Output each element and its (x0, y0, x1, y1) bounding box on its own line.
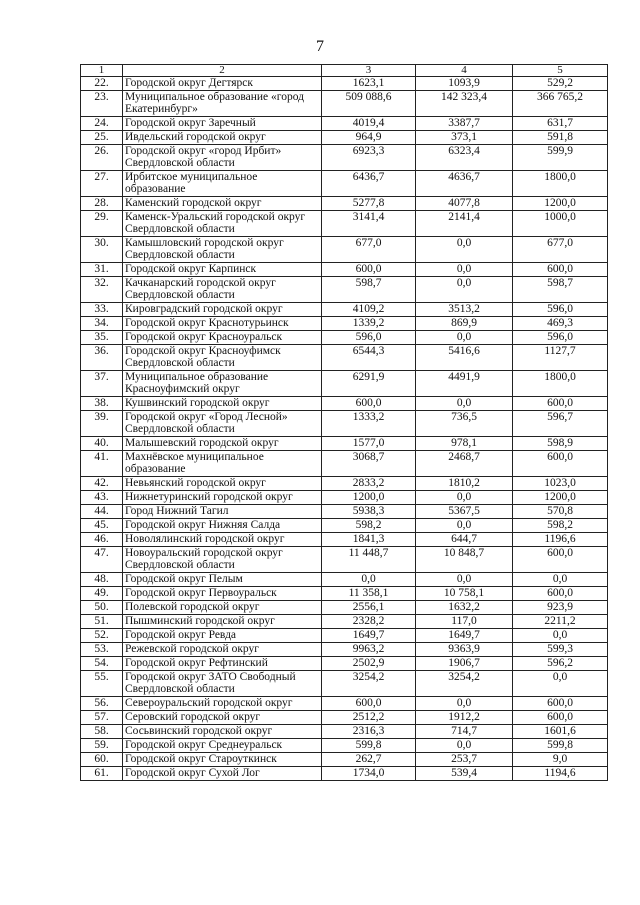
value-col5: 599,9 (513, 145, 608, 171)
value-col4: 644,7 (416, 533, 513, 547)
municipality-name: Кушвинский городской округ (123, 397, 322, 411)
municipality-name: Городской округ Краснотурьинск (123, 317, 322, 331)
table-row (81, 197, 608, 211)
value-col4: 117,0 (416, 615, 513, 629)
value-col4: 0,0 (416, 491, 513, 505)
value-col5: 591,8 (513, 131, 608, 145)
value-col3: 600,0 (322, 397, 416, 411)
value-col5: 596,0 (513, 303, 608, 317)
municipality-name: Городской округ Красноуфимск Свердловской области (123, 345, 322, 371)
value-col5: 529,2 (513, 77, 608, 91)
table-row (81, 491, 608, 505)
row-number: 34. (81, 317, 123, 331)
municipality-name: Городской округ Пелым (123, 573, 322, 587)
value-col4: 4077,8 (416, 197, 513, 211)
value-col5: 596,7 (513, 411, 608, 437)
value-col4: 4491,9 (416, 371, 513, 397)
row-number: 51. (81, 615, 123, 629)
row-number: 32. (81, 277, 123, 303)
value-col4: 1093,9 (416, 77, 513, 91)
column-header: 5 (513, 65, 608, 77)
table-row (81, 533, 608, 547)
column-header: 4 (416, 65, 513, 77)
table-row (81, 711, 608, 725)
value-col3: 2512,2 (322, 711, 416, 725)
municipality-name: Ирбитское муниципальное образование (123, 171, 322, 197)
row-number: 33. (81, 303, 123, 317)
table-row (81, 725, 608, 739)
municipality-name: Североуральский городской округ (123, 697, 322, 711)
municipality-name: Городской округ ЗАТО Свободный Свердловской области (123, 671, 322, 697)
value-col5: 600,0 (513, 547, 608, 573)
value-col5: 599,3 (513, 643, 608, 657)
table-row (81, 211, 608, 237)
row-number: 59. (81, 739, 123, 753)
row-number: 44. (81, 505, 123, 519)
value-col5: 631,7 (513, 117, 608, 131)
value-col3: 2556,1 (322, 601, 416, 615)
value-col3: 1333,2 (322, 411, 416, 437)
value-col5: 469,3 (513, 317, 608, 331)
table-row (81, 317, 608, 331)
value-col3: 509 088,6 (322, 91, 416, 117)
table-row (81, 437, 608, 451)
value-col3: 600,0 (322, 697, 416, 711)
value-col3: 1200,0 (322, 491, 416, 505)
value-col3: 598,2 (322, 519, 416, 533)
row-number: 45. (81, 519, 123, 533)
value-col3: 9963,2 (322, 643, 416, 657)
row-number: 46. (81, 533, 123, 547)
municipality-name: Городской округ Красноуральск (123, 331, 322, 345)
table-header-row (81, 65, 608, 77)
municipality-name: Городской округ Среднеуральск (123, 739, 322, 753)
value-col4: 10 848,7 (416, 547, 513, 573)
municipality-name: Городской округ Карпинск (123, 263, 322, 277)
value-col5: 596,0 (513, 331, 608, 345)
value-col3: 3254,2 (322, 671, 416, 697)
row-number: 24. (81, 117, 123, 131)
value-col4: 9363,9 (416, 643, 513, 657)
value-col4: 0,0 (416, 237, 513, 263)
municipality-name: Каменский городской округ (123, 197, 322, 211)
table-row (81, 739, 608, 753)
value-col4: 539,4 (416, 767, 513, 781)
value-col3: 600,0 (322, 263, 416, 277)
value-col5: 9,0 (513, 753, 608, 767)
value-col5: 1194,6 (513, 767, 608, 781)
municipality-name: Городской округ Сухой Лог (123, 767, 322, 781)
value-col3: 0,0 (322, 573, 416, 587)
value-col4: 0,0 (416, 331, 513, 345)
row-number: 43. (81, 491, 123, 505)
municipality-name: Серовский городской округ (123, 711, 322, 725)
value-col4: 0,0 (416, 397, 513, 411)
value-col3: 599,8 (322, 739, 416, 753)
table-row (81, 547, 608, 573)
value-col5: 1601,6 (513, 725, 608, 739)
value-col5: 600,0 (513, 263, 608, 277)
value-col5: 1127,7 (513, 345, 608, 371)
value-col4: 373,1 (416, 131, 513, 145)
value-col4: 3254,2 (416, 671, 513, 697)
table-row (81, 587, 608, 601)
value-col4: 3387,7 (416, 117, 513, 131)
value-col5: 366 765,2 (513, 91, 608, 117)
value-col5: 1200,0 (513, 197, 608, 211)
value-col3: 1649,7 (322, 629, 416, 643)
allocation-table (80, 64, 608, 781)
table-row (81, 601, 608, 615)
row-number: 27. (81, 171, 123, 197)
municipality-name: Невьянский городской округ (123, 477, 322, 491)
value-col3: 5277,8 (322, 197, 416, 211)
row-number: 41. (81, 451, 123, 477)
value-col5: 0,0 (513, 573, 608, 587)
table-row (81, 77, 608, 91)
value-col4: 2141,4 (416, 211, 513, 237)
value-col3: 4019,4 (322, 117, 416, 131)
municipality-name: Каменск-Уральский городской округ Свердловской области (123, 211, 322, 237)
value-col5: 596,2 (513, 657, 608, 671)
municipality-name: Муниципальное образование «город Екатеринбург» (123, 91, 322, 117)
value-col3: 2316,3 (322, 725, 416, 739)
row-number: 54. (81, 657, 123, 671)
row-number: 36. (81, 345, 123, 371)
value-col5: 598,2 (513, 519, 608, 533)
table-row (81, 451, 608, 477)
value-col3: 3068,7 (322, 451, 416, 477)
value-col3: 2833,2 (322, 477, 416, 491)
row-number: 49. (81, 587, 123, 601)
table-row (81, 117, 608, 131)
row-number: 52. (81, 629, 123, 643)
table-row (81, 237, 608, 263)
value-col5: 599,8 (513, 739, 608, 753)
value-col3: 3141,4 (322, 211, 416, 237)
table-row (81, 657, 608, 671)
value-col3: 6436,7 (322, 171, 416, 197)
municipality-name: Муниципальное образование Красноуфимский округ (123, 371, 322, 397)
row-number: 40. (81, 437, 123, 451)
value-col3: 1339,2 (322, 317, 416, 331)
value-col5: 0,0 (513, 629, 608, 643)
value-col4: 1649,7 (416, 629, 513, 643)
value-col4: 4636,7 (416, 171, 513, 197)
municipality-name: Камышловский городской округ Свердловской области (123, 237, 322, 263)
value-col4: 0,0 (416, 573, 513, 587)
table-row (81, 573, 608, 587)
table-row (81, 519, 608, 533)
row-number: 26. (81, 145, 123, 171)
row-number: 29. (81, 211, 123, 237)
value-col4: 2468,7 (416, 451, 513, 477)
value-col4: 714,7 (416, 725, 513, 739)
value-col4: 1632,2 (416, 601, 513, 615)
value-col4: 0,0 (416, 697, 513, 711)
value-col4: 869,9 (416, 317, 513, 331)
row-number: 35. (81, 331, 123, 345)
value-col3: 11 358,1 (322, 587, 416, 601)
value-col3: 11 448,7 (322, 547, 416, 573)
value-col5: 1023,0 (513, 477, 608, 491)
value-col5: 923,9 (513, 601, 608, 615)
value-col3: 1623,1 (322, 77, 416, 91)
value-col5: 1000,0 (513, 211, 608, 237)
value-col5: 570,8 (513, 505, 608, 519)
value-col4: 6323,4 (416, 145, 513, 171)
row-number: 25. (81, 131, 123, 145)
value-col3: 677,0 (322, 237, 416, 263)
value-col4: 736,5 (416, 411, 513, 437)
municipality-name: Ивдельский городской округ (123, 131, 322, 145)
table-row (81, 767, 608, 781)
municipality-name: Городской округ Нижняя Салда (123, 519, 322, 533)
value-col5: 2211,2 (513, 615, 608, 629)
municipality-name: Кировградский городской округ (123, 303, 322, 317)
value-col3: 1841,3 (322, 533, 416, 547)
value-col4: 1912,2 (416, 711, 513, 725)
table-row (81, 91, 608, 117)
value-col5: 598,9 (513, 437, 608, 451)
value-col4: 253,7 (416, 753, 513, 767)
municipality-name: Малышевский городской округ (123, 437, 322, 451)
row-number: 22. (81, 77, 123, 91)
table-row (81, 345, 608, 371)
value-col5: 677,0 (513, 237, 608, 263)
municipality-name: Полевской городской округ (123, 601, 322, 615)
value-col3: 262,7 (322, 753, 416, 767)
value-col3: 6544,3 (322, 345, 416, 371)
table-row (81, 671, 608, 697)
value-col5: 598,7 (513, 277, 608, 303)
value-col5: 600,0 (513, 451, 608, 477)
row-number: 28. (81, 197, 123, 211)
value-col4: 5367,5 (416, 505, 513, 519)
value-col5: 1800,0 (513, 171, 608, 197)
value-col4: 1810,2 (416, 477, 513, 491)
table-row (81, 397, 608, 411)
table-row (81, 411, 608, 437)
municipality-name: Городской округ Ревда (123, 629, 322, 643)
row-number: 31. (81, 263, 123, 277)
row-number: 57. (81, 711, 123, 725)
municipality-name: Нижнетуринский городской округ (123, 491, 322, 505)
table-row (81, 753, 608, 767)
value-col5: 1800,0 (513, 371, 608, 397)
value-col4: 978,1 (416, 437, 513, 451)
value-col4: 0,0 (416, 277, 513, 303)
municipality-name: Махнёвское муниципальное образование (123, 451, 322, 477)
table-row (81, 371, 608, 397)
column-header: 2 (123, 65, 322, 77)
value-col3: 4109,2 (322, 303, 416, 317)
table-row (81, 277, 608, 303)
value-col3: 2328,2 (322, 615, 416, 629)
column-header: 1 (81, 65, 123, 77)
row-number: 38. (81, 397, 123, 411)
value-col4: 1906,7 (416, 657, 513, 671)
row-number: 47. (81, 547, 123, 573)
row-number: 58. (81, 725, 123, 739)
page-number: 7 (316, 38, 324, 55)
row-number: 53. (81, 643, 123, 657)
table-row (81, 303, 608, 317)
value-col5: 600,0 (513, 587, 608, 601)
value-col4: 0,0 (416, 519, 513, 533)
table-body (81, 77, 608, 781)
municipality-name: Пышминский городской округ (123, 615, 322, 629)
value-col5: 600,0 (513, 711, 608, 725)
row-number: 50. (81, 601, 123, 615)
municipality-name: Городской округ Заречный (123, 117, 322, 131)
table-row (81, 629, 608, 643)
row-number: 39. (81, 411, 123, 437)
table-row (81, 643, 608, 657)
row-number: 60. (81, 753, 123, 767)
table-row (81, 505, 608, 519)
row-number: 37. (81, 371, 123, 397)
municipality-name: Режевской городской округ (123, 643, 322, 657)
municipality-name: Новоуральский городской округ Свердловской области (123, 547, 322, 573)
table-row (81, 331, 608, 345)
table-row (81, 263, 608, 277)
row-number: 30. (81, 237, 123, 263)
value-col3: 1734,0 (322, 767, 416, 781)
value-col3: 6291,9 (322, 371, 416, 397)
table-row (81, 131, 608, 145)
value-col3: 598,7 (322, 277, 416, 303)
municipality-name: Городской округ «Город Лесной» Свердловской области (123, 411, 322, 437)
value-col4: 0,0 (416, 263, 513, 277)
value-col4: 5416,6 (416, 345, 513, 371)
value-col5: 1196,6 (513, 533, 608, 547)
table-row (81, 697, 608, 711)
value-col3: 1577,0 (322, 437, 416, 451)
table-row (81, 145, 608, 171)
value-col3: 964,9 (322, 131, 416, 145)
municipality-name: Город Нижний Тагил (123, 505, 322, 519)
municipality-name: Городской округ Староуткинск (123, 753, 322, 767)
value-col3: 6923,3 (322, 145, 416, 171)
value-col5: 0,0 (513, 671, 608, 697)
row-number: 23. (81, 91, 123, 117)
value-col4: 3513,2 (416, 303, 513, 317)
row-number: 42. (81, 477, 123, 491)
value-col5: 600,0 (513, 697, 608, 711)
value-col4: 10 758,1 (416, 587, 513, 601)
municipality-name: Городской округ «город Ирбит» Свердловской области (123, 145, 322, 171)
value-col3: 2502,9 (322, 657, 416, 671)
row-number: 48. (81, 573, 123, 587)
column-header: 3 (322, 65, 416, 77)
municipality-name: Городской округ Рефтинский (123, 657, 322, 671)
table-row (81, 615, 608, 629)
municipality-name: Новолялинский городской округ (123, 533, 322, 547)
municipality-name: Сосьвинский городской округ (123, 725, 322, 739)
value-col5: 1200,0 (513, 491, 608, 505)
municipality-name: Качканарский городской округ Свердловской области (123, 277, 322, 303)
value-col4: 142 323,4 (416, 91, 513, 117)
row-number: 61. (81, 767, 123, 781)
row-number: 56. (81, 697, 123, 711)
value-col3: 5938,3 (322, 505, 416, 519)
municipality-name: Городской округ Дегтярск (123, 77, 322, 91)
row-number: 55. (81, 671, 123, 697)
value-col3: 596,0 (322, 331, 416, 345)
table-row (81, 477, 608, 491)
value-col4: 0,0 (416, 739, 513, 753)
municipality-name: Городской округ Первоуральск (123, 587, 322, 601)
table-row (81, 171, 608, 197)
value-col5: 600,0 (513, 397, 608, 411)
